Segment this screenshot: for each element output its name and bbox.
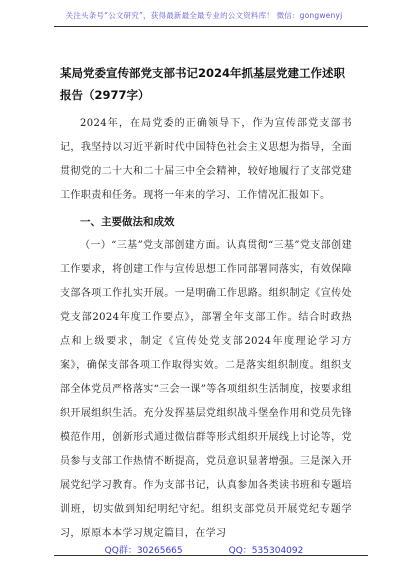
intro-paragraph: 2024年，在局党委的正确领导下，作为宣传部党支部书记，我坚持以习近平新时代中国特色社会主义思想为指导，全面贯彻党的二十大和二十届三中全会精神，较好地履行了支部党建工作职责和任务。现将一年来的学习、工作情况汇报如下。	[60, 118, 352, 201]
bottom-divider	[54, 555, 368, 556]
document-body	[60, 62, 352, 546]
qq-contact-link[interactable]: QQ：535304092	[228, 546, 304, 556]
header-banner: 关注头条号“公文研究”，获得最新最全最专业的公文资料库！ 微信：gongwenyj	[65, 11, 343, 20]
body-paragraph: （一）“三基”党支部创建方面。认真贯彻“三基”党支部创建工作要求，将创建工作与宣传思想工作同部署同落实，有效保障支部各项工作扎实开展。一是明确工作思路。组织制定《宣传处党支部2024年度工作要点》，部署全年支部工作。结合时政热点和上级要求，制定《宣传处党支部2024年度理论学习方案》，确保支部各项工作取得实效。二是落实组织制度。组织支部全体党员严格落实“三会一课”等各项组织生活制度，按要求组织开展组织生活。充分发挥基层党组织战斗堡垒作用和党员先锋模范作用，创新形式通过微信群等形式组织开展线上讨论等，党员参与支部工作热情不断提高，党员意识显著增强。三是深入开展党纪学习教育。作为支部书记，认真参加各类读书班和专题培训班，切实做到知纪明纪守纪。组织支部党员开展党纪专题学习，原原本本学习规定篇目，在学习	[60, 240, 352, 539]
qq-group-link[interactable]: QQ群：30265665	[104, 546, 183, 556]
top-divider	[54, 26, 368, 27]
section-heading: 一、主要做法和成效	[80, 216, 175, 228]
document-title: 某局党委宣传部党支部书记2024年抓基层党建工作述职报告（2977字）	[60, 66, 346, 102]
